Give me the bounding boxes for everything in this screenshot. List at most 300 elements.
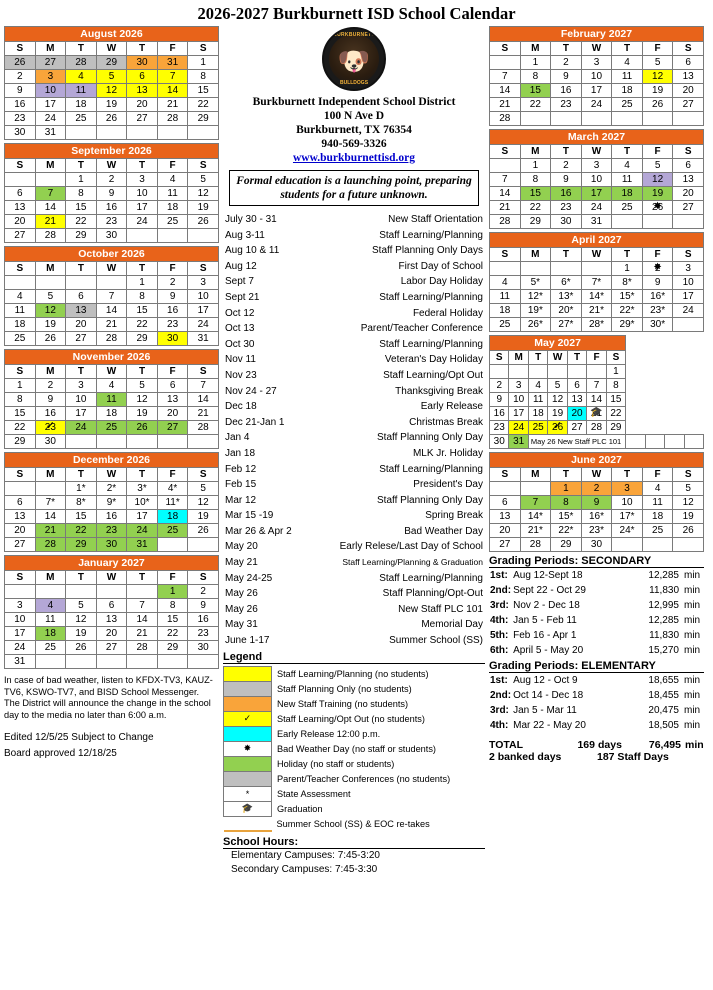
calendar-day-cell: 21* — [581, 304, 612, 318]
day-of-week-header: T — [66, 42, 97, 56]
calendar-day-cell: 20 — [673, 187, 704, 201]
calendar-week-row — [490, 84, 704, 98]
calendar-empty-cell — [127, 585, 158, 599]
calendar-day-cell: 8 — [66, 187, 97, 201]
day-of-week-header: F — [642, 468, 673, 482]
calendar-day-cell: 8 — [188, 70, 219, 84]
calendar-day-cell: 2 — [157, 276, 188, 290]
calendar-day-cell: 23* — [642, 304, 673, 318]
calendar-day-cell: 27 — [127, 112, 158, 126]
month-name: May 2027 — [490, 336, 626, 351]
calendar-empty-cell — [551, 112, 582, 126]
day-of-week-header: S — [673, 42, 704, 56]
calendar-day-cell: 15 — [520, 187, 551, 201]
month-name: June 2027 — [490, 453, 704, 468]
calendar-day-cell: 27 — [567, 421, 586, 435]
calendar-day-cell: 9 — [96, 187, 127, 201]
calendar-day-cell: 21* — [520, 524, 551, 538]
calendar-day-cell: 9 — [581, 496, 612, 510]
calendar-day-cell: 15 — [66, 201, 97, 215]
school-hours-secondary: Secondary Campuses: 7:45-3:30 — [231, 864, 378, 876]
event-label: Staff Planning Only Day — [377, 432, 483, 444]
edited-note: Edited 12/5/25 Subject to Change — [4, 732, 154, 744]
event-label: Veteran's Day Holiday — [384, 354, 483, 366]
calendar-day-cell: 5 — [96, 70, 127, 84]
calendar-empty-cell — [35, 276, 66, 290]
calendar-day-cell: 22 — [127, 318, 158, 332]
calendar-empty-cell — [188, 435, 219, 449]
month-calendar — [489, 232, 704, 332]
calendar-day-cell: 31 — [581, 215, 612, 229]
calendar-day-cell: 7* — [581, 276, 612, 290]
day-of-week-header: F — [157, 159, 188, 173]
calendar-day-cell: 10 — [188, 290, 219, 304]
calendar-day-cell: 23 — [5, 112, 36, 126]
calendar-day-cell: 11* — [157, 496, 188, 510]
calendar-day-cell: 1 — [520, 159, 551, 173]
calendar-day-cell: 25 — [612, 201, 643, 215]
calendar-day-cell: 22 — [520, 98, 551, 112]
day-of-week-header: M — [35, 365, 66, 379]
calendar-day-cell: 12 — [188, 187, 219, 201]
calendar-week-row — [5, 379, 219, 393]
event-row — [223, 586, 485, 602]
calendar-day-cell: 13 — [490, 510, 521, 524]
calendar-day-cell: 19 — [548, 407, 567, 421]
calendar-day-cell: 2 — [5, 70, 36, 84]
calendar-day-cell: 5 — [673, 482, 704, 496]
calendar-week-row — [490, 379, 704, 393]
calendar-day-cell: 28* — [581, 318, 612, 332]
calendar-week-row — [5, 201, 219, 215]
calendar-day-cell: 15 — [188, 84, 219, 98]
calendar-week-row — [5, 407, 219, 421]
bad-weather-note: In case of bad weather, listen to KFDX-TV3, KAUZ-TV6, KSWO-TV7, and BISD School Messenger. The District will announce the change in the school day to the media no later than 6:00 a.m. — [4, 675, 213, 720]
calendar-day-cell: 5 — [127, 379, 158, 393]
month-calendar — [4, 349, 219, 449]
calendar-day-cell: 25 — [642, 524, 673, 538]
legend-row — [224, 756, 485, 771]
day-of-week-header: W — [581, 468, 612, 482]
day-of-week-header: S — [188, 262, 219, 276]
calendar-day-cell: 8 — [606, 379, 625, 393]
calendar-empty-cell — [581, 112, 612, 126]
calendar-day-cell: 23 ✓ — [35, 421, 66, 435]
calendar-empty-cell — [66, 435, 97, 449]
calendar-day-cell: 16 — [188, 613, 219, 627]
calendar-day-cell: 13 — [567, 393, 586, 407]
legend-row — [224, 711, 485, 726]
calendar-day-cell: 8* — [612, 276, 643, 290]
day-of-week-header: M — [35, 468, 66, 482]
calendar-day-cell: 16* — [642, 290, 673, 304]
legend-swatch-green-icon — [224, 756, 272, 771]
calendar-empty-cell — [665, 435, 684, 449]
calendar-empty-cell — [612, 215, 643, 229]
day-of-week-header: T — [66, 159, 97, 173]
calendar-day-cell: 22 — [188, 98, 219, 112]
calendar-day-cell: 3 — [188, 276, 219, 290]
calendar-day-cell: 13 — [127, 84, 158, 98]
calendar-day-cell: 26 — [188, 524, 219, 538]
event-row — [223, 446, 485, 462]
calendar-week-row — [5, 435, 219, 449]
calendar-day-cell: 30 — [581, 538, 612, 552]
calendar-day-cell: 31 — [188, 332, 219, 346]
calendar-empty-cell — [612, 112, 643, 126]
calendar-day-cell: 11 — [642, 496, 673, 510]
event-date: May 20 — [225, 541, 258, 553]
calendar-day-cell: 21 — [96, 318, 127, 332]
calendar-empty-cell — [96, 276, 127, 290]
event-row — [223, 243, 485, 259]
event-row — [223, 462, 485, 478]
day-of-week-header: S — [673, 248, 704, 262]
district-website-link[interactable]: www.burkburnettisd.org — [292, 152, 416, 164]
calendar-day-cell: 5 — [66, 599, 97, 613]
legend-label: Staff Learning/Opt Out (no students) — [277, 713, 425, 724]
legend-swatch-gray-icon — [224, 681, 272, 696]
grading-period-minutes: 12,285 — [648, 615, 679, 626]
legend-swatch-cap-icon: 🎓 — [224, 801, 272, 816]
day-of-week-header: T — [612, 468, 643, 482]
calendar-day-cell: 8 — [520, 173, 551, 187]
calendar-day-cell: 12 — [548, 393, 567, 407]
calendar-day-cell: 11 — [157, 187, 188, 201]
calendar-empty-cell — [528, 365, 547, 379]
calendar-day-cell: 1 — [612, 262, 643, 276]
event-date: Dec 18 — [225, 401, 257, 413]
district-info — [223, 95, 485, 165]
calendar-empty-cell — [673, 538, 704, 552]
calendar-day-cell: 16 — [35, 407, 66, 421]
legend-swatch-snow-icon: ✸ — [224, 741, 272, 756]
calendar-day-cell: 19 — [127, 407, 158, 421]
calendar-day-cell: 16 — [157, 304, 188, 318]
calendar-week-row — [5, 524, 219, 538]
legend-label: Graduation — [277, 803, 323, 814]
calendar-day-cell: 6 — [673, 56, 704, 70]
calendar-day-cell: 1* — [66, 482, 97, 496]
calendar-day-cell: 26 — [642, 98, 673, 112]
calendar-empty-cell — [5, 173, 36, 187]
calendar-empty-cell — [96, 655, 127, 669]
calendar-week-row — [490, 318, 704, 332]
event-date: July 30 - 31 — [225, 214, 277, 225]
calendar-week-row — [5, 482, 219, 496]
calendar-day-cell: 10 — [612, 496, 643, 510]
grading-period-label: 4th: — [490, 615, 509, 626]
event-date: Mar 26 & Apr 2 — [225, 525, 292, 537]
calendar-empty-cell — [673, 318, 704, 332]
month-name: August 2026 — [5, 27, 219, 42]
calendar-day-cell: 13 — [5, 510, 36, 524]
event-row — [223, 415, 485, 431]
calendar-week-row — [490, 201, 704, 215]
calendar-day-cell: 13 — [673, 173, 704, 187]
banked-row — [489, 751, 704, 763]
event-date: May 31 — [225, 619, 258, 631]
calendar-day-cell: 9 — [157, 290, 188, 304]
calendar-week-row — [5, 510, 219, 524]
calendar-day-cell: 30 — [551, 215, 582, 229]
day-of-week-header: T — [127, 468, 158, 482]
calendar-day-cell: 29 — [66, 229, 97, 243]
calendar-day-cell: 25 — [490, 318, 521, 332]
calendar-day-cell: 26 ✸ — [642, 201, 673, 215]
grading-period-unit: min — [684, 570, 701, 581]
event-row — [223, 352, 485, 368]
total-days-unit: days — [598, 739, 622, 751]
calendar-day-cell: 2 — [490, 379, 509, 393]
event-date: Mar 15 -19 — [225, 510, 274, 522]
calendar-empty-cell — [490, 262, 521, 276]
calendar-day-cell: 16 — [5, 98, 36, 112]
calendar-day-cell: 8 — [5, 393, 36, 407]
calendar-day-cell: 24 — [673, 304, 704, 318]
calendar-empty-cell — [520, 482, 551, 496]
calendar-empty-cell — [127, 229, 158, 243]
calendar-week-row — [5, 84, 219, 98]
month-name: April 2027 — [490, 233, 704, 248]
day-of-week-header: M — [520, 468, 551, 482]
grading-period-range: Feb 16 - Apr 1 — [513, 630, 577, 641]
calendar-week-row — [5, 112, 219, 126]
calendar-day-cell: 14 — [157, 84, 188, 98]
day-of-week-header: S — [5, 571, 36, 585]
event-label: Staff Learning/Planning — [379, 463, 483, 475]
calendar-day-cell: 5 — [642, 56, 673, 70]
calendar-day-cell: 13 — [673, 70, 704, 84]
event-label: Staff Planning Only Day — [377, 494, 483, 506]
calendar-day-cell: 7 — [587, 379, 606, 393]
legend-swatch-star-icon — [224, 771, 272, 786]
grading-period-unit: min — [684, 600, 701, 611]
day-of-week-header: T — [551, 468, 582, 482]
day-of-week-header: T — [127, 262, 158, 276]
event-row — [223, 321, 485, 337]
calendar-empty-cell — [66, 126, 97, 140]
legend-row — [224, 801, 485, 816]
calendar-empty-cell — [5, 482, 36, 496]
day-of-week-header: S — [490, 42, 521, 56]
calendar-day-cell: 8 — [127, 290, 158, 304]
calendar-empty-cell — [551, 262, 582, 276]
calendar-day-cell: 19 — [35, 318, 66, 332]
calendar-week-row — [490, 262, 704, 276]
calendar-day-cell: 1 — [127, 276, 158, 290]
district-motto: Formal education is a launching point, preparing students for a future unknown. — [229, 170, 479, 206]
event-label: Early Relese/Last Day of School — [339, 541, 483, 553]
event-row — [223, 337, 485, 353]
calendar-day-cell: 6 — [673, 159, 704, 173]
legend-swatch-check-icon: ✓ — [224, 711, 272, 726]
grading-period-label: 2nd: — [490, 585, 512, 596]
calendar-day-cell: 7 — [157, 70, 188, 84]
calendar-day-cell: 5 — [548, 379, 567, 393]
calendar-week-row — [490, 482, 704, 496]
grading-period-row — [489, 583, 704, 598]
calendar-day-cell: 29 — [127, 332, 158, 346]
calendar-empty-cell — [35, 173, 66, 187]
calendar-day-cell: 10 — [5, 613, 36, 627]
calendar-day-cell: 17 — [188, 304, 219, 318]
calendar-day-cell: 30 — [490, 435, 509, 449]
legend-label: Summer School (SS) & EOC re-takes — [276, 818, 430, 829]
day-of-week-header: W — [581, 42, 612, 56]
calendar-day-cell: 16 — [551, 187, 582, 201]
bulldog-logo-icon — [322, 27, 386, 91]
calendar-day-cell: 24 — [188, 318, 219, 332]
calendar-day-cell: 14 — [188, 393, 219, 407]
legend-row — [224, 816, 485, 831]
day-of-week-header: T — [127, 159, 158, 173]
day-of-week-header: W — [96, 42, 127, 56]
calendar-day-cell: 11 — [35, 613, 66, 627]
calendar-day-cell: 10 — [581, 173, 612, 187]
legend-row — [224, 696, 485, 711]
calendar-day-cell: 18 — [66, 98, 97, 112]
calendar-day-cell: 26 — [66, 641, 97, 655]
calendar-day-cell: 13 — [96, 613, 127, 627]
day-of-week-header: S — [490, 468, 521, 482]
calendar-day-cell: 17 — [673, 290, 704, 304]
calendar-empty-cell — [642, 215, 673, 229]
calendar-day-cell: 28 — [96, 332, 127, 346]
calendar-day-cell: 23* — [581, 524, 612, 538]
calendar-day-cell: 30 — [157, 332, 188, 346]
calendar-week-row — [490, 70, 704, 84]
event-date: Nov 23 — [225, 369, 257, 381]
day-of-week-header: S — [188, 42, 219, 56]
grading-period-minutes: 12,995 — [648, 600, 679, 611]
calendar-day-cell: 20 — [96, 627, 127, 641]
calendar-week-row — [5, 126, 219, 140]
day-of-week-header: S — [188, 468, 219, 482]
month-name: September 2026 — [5, 144, 219, 159]
calendar-empty-cell — [581, 262, 612, 276]
calendar-empty-cell — [66, 585, 97, 599]
calendar-day-cell: 21 — [35, 215, 66, 229]
calendar-week-row — [5, 276, 219, 290]
grading-period-range: April 5 - May 20 — [513, 645, 584, 656]
district-address: 100 N Ave D — [323, 110, 385, 122]
calendar-day-cell: 7 — [96, 290, 127, 304]
calendar-day-cell: 11 — [612, 70, 643, 84]
calendar-week-row — [5, 393, 219, 407]
calendar-week-row — [5, 187, 219, 201]
event-date: Sept 21 — [225, 291, 260, 303]
calendar-day-cell: 1 — [5, 379, 36, 393]
event-row — [223, 539, 485, 555]
calendar-week-row — [490, 112, 704, 126]
calendar-day-cell: 25 — [66, 112, 97, 126]
day-of-week-header: S — [5, 262, 36, 276]
legend-label: Parent/Teacher Conferences (no students) — [277, 773, 451, 784]
event-label: Early Release — [420, 401, 483, 413]
calendar-day-cell: 4 — [96, 379, 127, 393]
calendar-week-row — [490, 173, 704, 187]
calendar-day-cell: 13 — [157, 393, 188, 407]
calendar-day-cell: 4 — [157, 173, 188, 187]
grading-period-range: Jan 5 - Mar 11 — [513, 705, 577, 716]
calendar-week-row — [490, 421, 704, 435]
calendar-day-cell: 28 — [66, 56, 97, 70]
calendar-day-cell: 17 — [66, 407, 97, 421]
calendar-day-cell: 14* — [520, 510, 551, 524]
day-of-week-header: F — [157, 42, 188, 56]
calendar-day-cell: 8 — [157, 599, 188, 613]
calendar-day-cell: 26 — [127, 421, 158, 435]
calendar-day-cell: 10 — [35, 84, 66, 98]
day-of-week-header: T — [66, 468, 97, 482]
calendar-week-row — [490, 524, 704, 538]
calendar-empty-cell — [520, 112, 551, 126]
event-row — [223, 477, 485, 493]
calendar-day-cell: 7 — [35, 187, 66, 201]
legend-table — [223, 666, 485, 833]
event-date: Oct 13 — [225, 323, 255, 335]
legend-row — [224, 726, 485, 741]
calendar-day-cell: 29 — [96, 56, 127, 70]
calendar-day-cell: 10 — [127, 187, 158, 201]
event-row — [223, 617, 485, 633]
calendar-day-cell: 16 — [96, 510, 127, 524]
calendar-day-cell: 29 — [66, 538, 97, 552]
calendar-day-cell: 23 — [490, 421, 509, 435]
calendar-day-cell: 24 — [35, 112, 66, 126]
day-of-week-header: T — [127, 42, 158, 56]
grading-period-unit: min — [684, 630, 701, 641]
calendar-week-row — [490, 304, 704, 318]
event-label: MLK Jr. Holiday — [412, 447, 483, 459]
legend-swatch-orange-icon — [224, 696, 272, 711]
calendar-day-cell: 12 — [35, 304, 66, 318]
calendar-empty-cell — [188, 538, 219, 552]
calendar-day-cell: 30 — [127, 56, 158, 70]
calendar-day-cell: 8* — [66, 496, 97, 510]
calendar-week-row — [5, 585, 219, 599]
grading-period-unit: min — [684, 690, 701, 701]
calendar-day-cell: 28 — [490, 112, 521, 126]
grading-period-row — [489, 628, 704, 643]
calendar-day-cell: 10 — [673, 276, 704, 290]
grading-period-row — [489, 643, 704, 658]
calendar-day-cell: 22 — [66, 524, 97, 538]
calendar-day-cell: 12 — [188, 496, 219, 510]
event-label: Staff Planning/Opt-Out — [382, 588, 483, 600]
calendar-day-cell: 18 — [157, 201, 188, 215]
district-name: Burkburnett Independent School District — [252, 96, 456, 108]
day-of-week-header: S — [673, 468, 704, 482]
legend-swatch-asterisk-icon: * — [224, 786, 272, 801]
calendar-day-cell: 19 — [673, 510, 704, 524]
calendar-day-cell: 12 — [642, 70, 673, 84]
calendar-week-row — [490, 365, 704, 379]
calendar-day-cell: 18 — [612, 187, 643, 201]
day-of-week-header: M — [35, 571, 66, 585]
calendar-empty-cell — [548, 365, 567, 379]
calendar-day-cell: 1 — [188, 56, 219, 70]
event-date: Oct 30 — [225, 338, 255, 350]
calendar-day-cell: 24* — [612, 524, 643, 538]
calendar-day-cell: 23 — [96, 215, 127, 229]
calendar-day-cell: 31 — [509, 435, 528, 449]
calendar-empty-cell — [127, 126, 158, 140]
calendar-day-cell: 27 — [673, 98, 704, 112]
calendar-day-cell: 27 — [96, 641, 127, 655]
event-label: Federal Holiday — [412, 307, 483, 319]
